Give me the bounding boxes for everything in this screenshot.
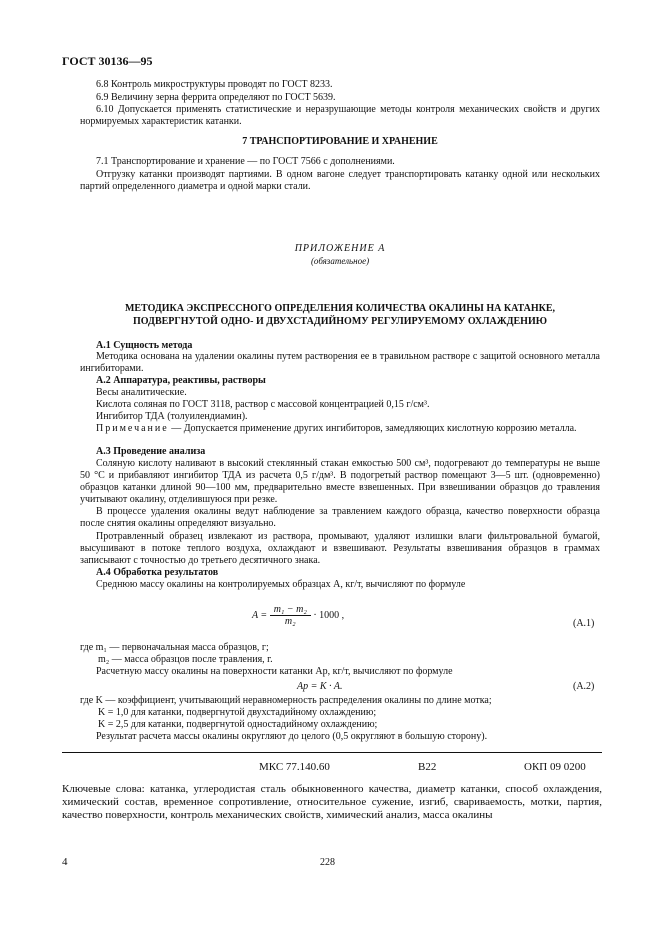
a2-line3: Ингибитор ТДА (толуилендиамин).: [96, 411, 248, 422]
a2-note: [80, 423, 600, 435]
k-two-stage: K = 1,0 для катанки, подвергнутой двухстадийному охлаждению;: [98, 707, 377, 718]
para-7-2: Отгрузку катанки производят партиями. В одном вагоне следует транспортировать катанку одной или нескольких партий определенного диаметра и одной марки стали.: [80, 169, 600, 192]
a3-para3: Протравленный образец извлекают из раствора, промывают, удаляют излишки влаги фильтровальной бумагой, высушивают в потоке теплого воздуха, охлаждают и взвешивают. Результаты взвешивания образцов в граммах записывают с точностью до третьего десятичного знака.: [80, 531, 600, 566]
para-6-9: 6.9 Величину зерна феррита определяют по ГОСТ 5639.: [96, 92, 336, 103]
appendix-title: ПРИЛОЖЕНИЕ А: [294, 243, 386, 254]
a1-text: Методика основана на удалении окалины путем растворения ее в травильном растворе с защитой основного металла ингибиторами.: [80, 351, 600, 374]
formula-a1-fraction: [270, 604, 311, 627]
formula-a2-number: (А.2): [573, 681, 595, 692]
a1-title: А.1 Сущность метода: [96, 340, 193, 351]
gost-header: ГОСТ 30136—95: [62, 54, 153, 68]
keywords: Ключевые слова: катанка, углеродистая сталь обыкновенного качества, диаметр катанки, способ охлаждения, химический состав, временное сопротивление, относительное сужение, изгиб, свариваемость, мотки, партия, качество поверхности, контроль механических свойств, химический анализ, масса окалины: [62, 783, 602, 821]
a2-title: А.2 Аппаратура, реактивы, растворы: [96, 375, 266, 386]
divider-line: [62, 752, 602, 753]
formula-a2: Aр = K · A.: [297, 681, 343, 692]
a4-para3: Результат расчета массы окалины округляют до целого (0,5 округляют в большую сторону).: [96, 731, 488, 742]
page-number: 4: [62, 856, 68, 868]
a2-line2: Кислота соляная по ГОСТ 3118, раствор с массовой концентрацией 0,15 г/см³.: [96, 399, 430, 410]
section-7-title: 7 ТРАНСПОРТИРОВАНИЕ И ХРАНЕНИЕ: [242, 136, 438, 147]
a4-title: А.4 Обработка результатов: [96, 567, 219, 578]
where-k: где K — коэффициент, учитывающий неравномерность распределения окалины по длине мотка;: [80, 695, 492, 706]
a3-para2: В процессе удаления окалины ведут наблюдение за травлением каждого образца, качество поверхности образца после снятия окалины определяют визуально.: [80, 506, 600, 529]
a2-line1: Весы аналитические.: [96, 387, 187, 398]
a4-para1: Среднюю массу окалины на контролируемых образцах A, кг/т, вычисляют по формуле: [96, 579, 466, 590]
a3-title: А.3 Проведение анализа: [96, 446, 206, 457]
b-code: В22: [418, 761, 437, 773]
note-text: — Допускается применение других ингибиторов, замедляющих кислотную коррозию металла.: [168, 423, 577, 434]
method-heading-line2: ПОДВЕРГНУТОЙ ОДНО- И ДВУХСТАДИЙНОМУ РЕГУЛИРУЕМОМУ ОХЛАЖДЕНИЮ: [133, 316, 547, 327]
appendix-subtitle: (обязательное): [310, 256, 370, 266]
formula-a1: [252, 604, 344, 627]
where-m2: m₂ — масса образцов после травления, г.: [98, 654, 273, 665]
a3-para1: Соляную кислоту наливают в высокий стеклянный стакан емкостью 500 см³, подогревают до температуры не выше 50 °С и прибавляют ингибитор ТДА из расчета 0,5 г/дм³. В подогретый раствор помещают 3—5 шт. (одновременно) образцов катанки длиной 90—100 мм, предварительно вместе взвешенных. При взвешивании образцов до травления учитывают окалину, отделившуюся при резке.: [80, 458, 600, 505]
method-heading-line1: МЕТОДИКА ЭКСПРЕССНОГО ОПРЕДЕЛЕНИЯ КОЛИЧЕСТВА ОКАЛИНЫ НА КАТАНКЕ,: [124, 303, 556, 314]
sheet-number: 228: [320, 857, 335, 868]
formula-a1-numerator: m₁ − m₂: [270, 604, 311, 616]
formula-a1-denominator: m₂: [284, 616, 296, 627]
note-label: Примечание: [96, 423, 169, 434]
formula-a1-number: (А.1): [573, 618, 595, 629]
a4-para2: Расчетную массу окалины на поверхности катанки Aр, кг/т, вычисляют по формуле: [96, 666, 453, 677]
para-7-1: 7.1 Транспортирование и хранение — по ГОСТ 7566 с дополнениями.: [96, 156, 395, 167]
formula-a1-lhs: A =: [252, 609, 268, 621]
para-6-8: 6.8 Контроль микроструктуры проводят по ГОСТ 8233.: [96, 79, 333, 90]
k-one-stage: K = 2,5 для катанки, подвергнутой одностадийному охлаждению;: [98, 719, 378, 730]
mks-code: МКС 77.140.60: [259, 761, 330, 773]
where-m1: где m₁ — первоначальная масса образцов, г;: [80, 642, 269, 653]
para-6-10: 6.10 Допускается применять статистические и неразрушающие методы контроля механических свойств и других нормируемых характеристик катанки.: [80, 104, 600, 127]
formula-a1-rhs: · 1000 ,: [313, 609, 345, 621]
okp-code: ОКП 09 0200: [524, 761, 586, 773]
